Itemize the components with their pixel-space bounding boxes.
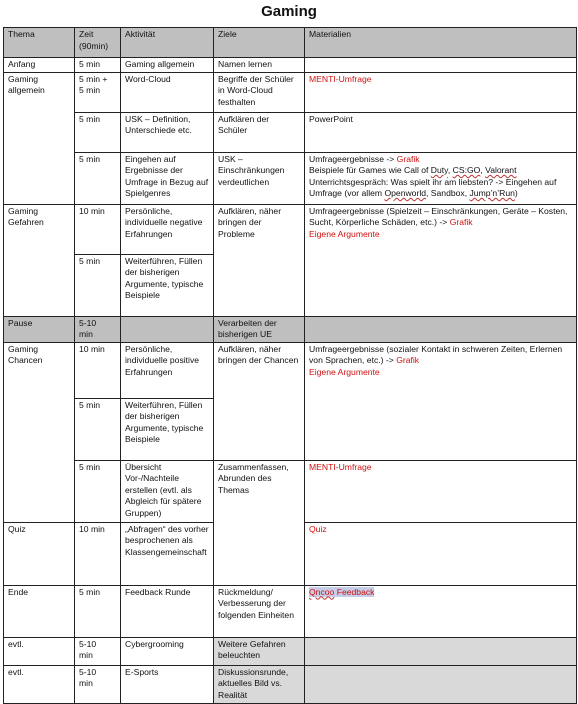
material-grafik: Grafik [396, 355, 420, 365]
header-ziele: Ziele [214, 28, 305, 58]
cell-material [305, 72, 577, 112]
material-eigene-argumente: Eigene Argumente [309, 366, 380, 377]
table-row [4, 72, 577, 112]
table-row [4, 460, 577, 522]
cell-zeit: 5 min [75, 460, 121, 522]
cell-material [305, 585, 577, 637]
cell-zeit: 10 min [75, 522, 121, 585]
material-qncoo-feedback: Qncoo Feedback [309, 586, 375, 597]
cell-zeit: 5 min [75, 112, 121, 152]
cell-material: PowerPoint [305, 112, 577, 152]
cell-aktivitaet: E-Sports [121, 665, 214, 703]
material-menti: MENTI-Umfrage [309, 461, 372, 472]
cell-material [305, 460, 577, 522]
cell-zeit: 5 min + 5 min [75, 72, 121, 112]
cell-zeit: 5 min [75, 585, 121, 637]
cell-thema: Ende [4, 585, 75, 637]
cell-zeit: 5 min [75, 58, 121, 73]
cell-zeit: 10 min [75, 342, 121, 398]
material-quiz: Quiz [309, 523, 327, 534]
header-thema: Thema [4, 28, 75, 58]
header-zeit: Zeit (90min) [75, 28, 121, 58]
cell-aktivitaet: Gaming allgemein [121, 58, 214, 73]
table-row [4, 58, 577, 73]
cell-thema: Pause [4, 316, 75, 342]
cell-ziel: Weitere Gefahren beleuchten [214, 637, 305, 665]
cell-zeit: 5 min [75, 152, 121, 204]
cell-zeit: 5-10 min [75, 665, 121, 703]
lesson-plan-table [3, 27, 577, 704]
cell-aktivitaet: USK – Definition, Unterschiede etc. [121, 112, 214, 152]
cell-aktivitaet: Eingehen auf Ergebnisse der Umfrage in Bezug auf Spielgenres [121, 152, 214, 204]
cell-thema: Gaming Chancen [4, 342, 75, 522]
cell-material: Umfrageergebnisse (sozialer Kontakt in schweren Zeiten, Erlernen von Sprachen, etc.) -> Grafik Eigene Argumente [305, 342, 577, 460]
cell-thema: Anfang [4, 58, 75, 73]
cell-zeit: 10 min [75, 204, 121, 254]
material-menti: MENTI-Umfrage [309, 73, 372, 84]
material-eigene-argumente: Eigene Argumente [309, 228, 380, 239]
cell-aktivitaet: „Abfragen“ des vorher besprochenen als Klassengemeinschaft [121, 522, 214, 585]
cell-aktivitaet: Persönliche, individuelle positive Erfahrungen [121, 342, 214, 398]
cell-aktivitaet: Cybergrooming [121, 637, 214, 665]
table-row [4, 665, 577, 703]
table-row [4, 316, 577, 342]
cell-ziel: Aufklären der Schüler [214, 112, 305, 152]
cell-aktivitaet: Word-Cloud [121, 72, 214, 112]
cell-aktivitaet: Persönliche, individuelle negative Erfahrungen [121, 204, 214, 254]
cell-material [305, 522, 577, 585]
cell-aktivitaet [121, 316, 214, 342]
table-row [4, 637, 577, 665]
cell-zeit: 5-10 min [75, 637, 121, 665]
header-aktivitaet: Aktivität [121, 28, 214, 58]
cell-material [305, 58, 577, 73]
header-materialien: Materialien [305, 28, 577, 58]
cell-zeit: 5 min [75, 254, 121, 316]
page-title: Gaming [261, 3, 317, 20]
cell-ziel: Begriffe der Schüler in Word-Cloud festhalten [214, 72, 305, 112]
cell-ziel: Aufklären, näher bringen der Probleme [214, 204, 305, 316]
cell-thema: Gaming allgemein [4, 72, 75, 204]
material-grafik: Grafik [449, 217, 473, 227]
cell-material [305, 316, 577, 342]
cell-material: Umfrageergebnisse (Spielzeit – Einschränkungen, Geräte – Kosten, Sucht, Körperliche Schäden, etc.) -> Grafik Eigene Argumente [305, 204, 577, 316]
cell-aktivitaet: Weiterführen, Füllen der bisherigen Argumente, typische Beispiele [121, 254, 214, 316]
table-row [4, 204, 577, 254]
cell-thema: Quiz [4, 522, 75, 585]
cell-ziel: Namen lernen [214, 58, 305, 73]
table-row [4, 112, 577, 152]
cell-material [305, 637, 577, 665]
cell-ziel: Diskussionsrunde, aktuelles Bild vs. Realität [214, 665, 305, 703]
cell-thema: evtl. [4, 665, 75, 703]
cell-ziel: Verarbeiten der bisherigen UE [214, 316, 305, 342]
cell-zeit: 5 min [75, 398, 121, 460]
cell-material [305, 665, 577, 703]
table-row [4, 585, 577, 637]
table-row [4, 152, 577, 204]
cell-aktivitaet: Weiterführen, Füllen der bisherigen Argumente, typische Beispiele [121, 398, 214, 460]
cell-ziel: Zusammenfassen, Abrunden des Themas [214, 460, 305, 585]
cell-thema: evtl. [4, 637, 75, 665]
table-header-row [4, 28, 577, 58]
table-row [4, 342, 577, 398]
material-grafik: Grafik [396, 153, 420, 164]
cell-ziel: USK – Einschränkungen verdeutlichen [214, 152, 305, 204]
cell-zeit: 5-10 min [75, 316, 121, 342]
cell-aktivitaet: Übersicht Vor-/Nachteile erstellen (evtl. als Abgleich für spätere Gruppen) [121, 460, 214, 522]
cell-ziel: Rückmeldung/ Verbesserung der folgenden Einheiten [214, 585, 305, 637]
cell-aktivitaet: Feedback Runde [121, 585, 214, 637]
cell-material: Umfrageergebnisse -> Grafik Beispiele für Games wie Call of Duty, CS:GO, Valorant Unterrichtsgespräch: Was spielt ihr am liebsten? -> Eingehen auf Umfrage (vor allem Openworld, Sandbox, Jump’n’Run) [305, 152, 577, 204]
cell-ziel: Aufklären, näher bringen der Chancen [214, 342, 305, 460]
cell-thema: Gaming Gefahren [4, 204, 75, 316]
